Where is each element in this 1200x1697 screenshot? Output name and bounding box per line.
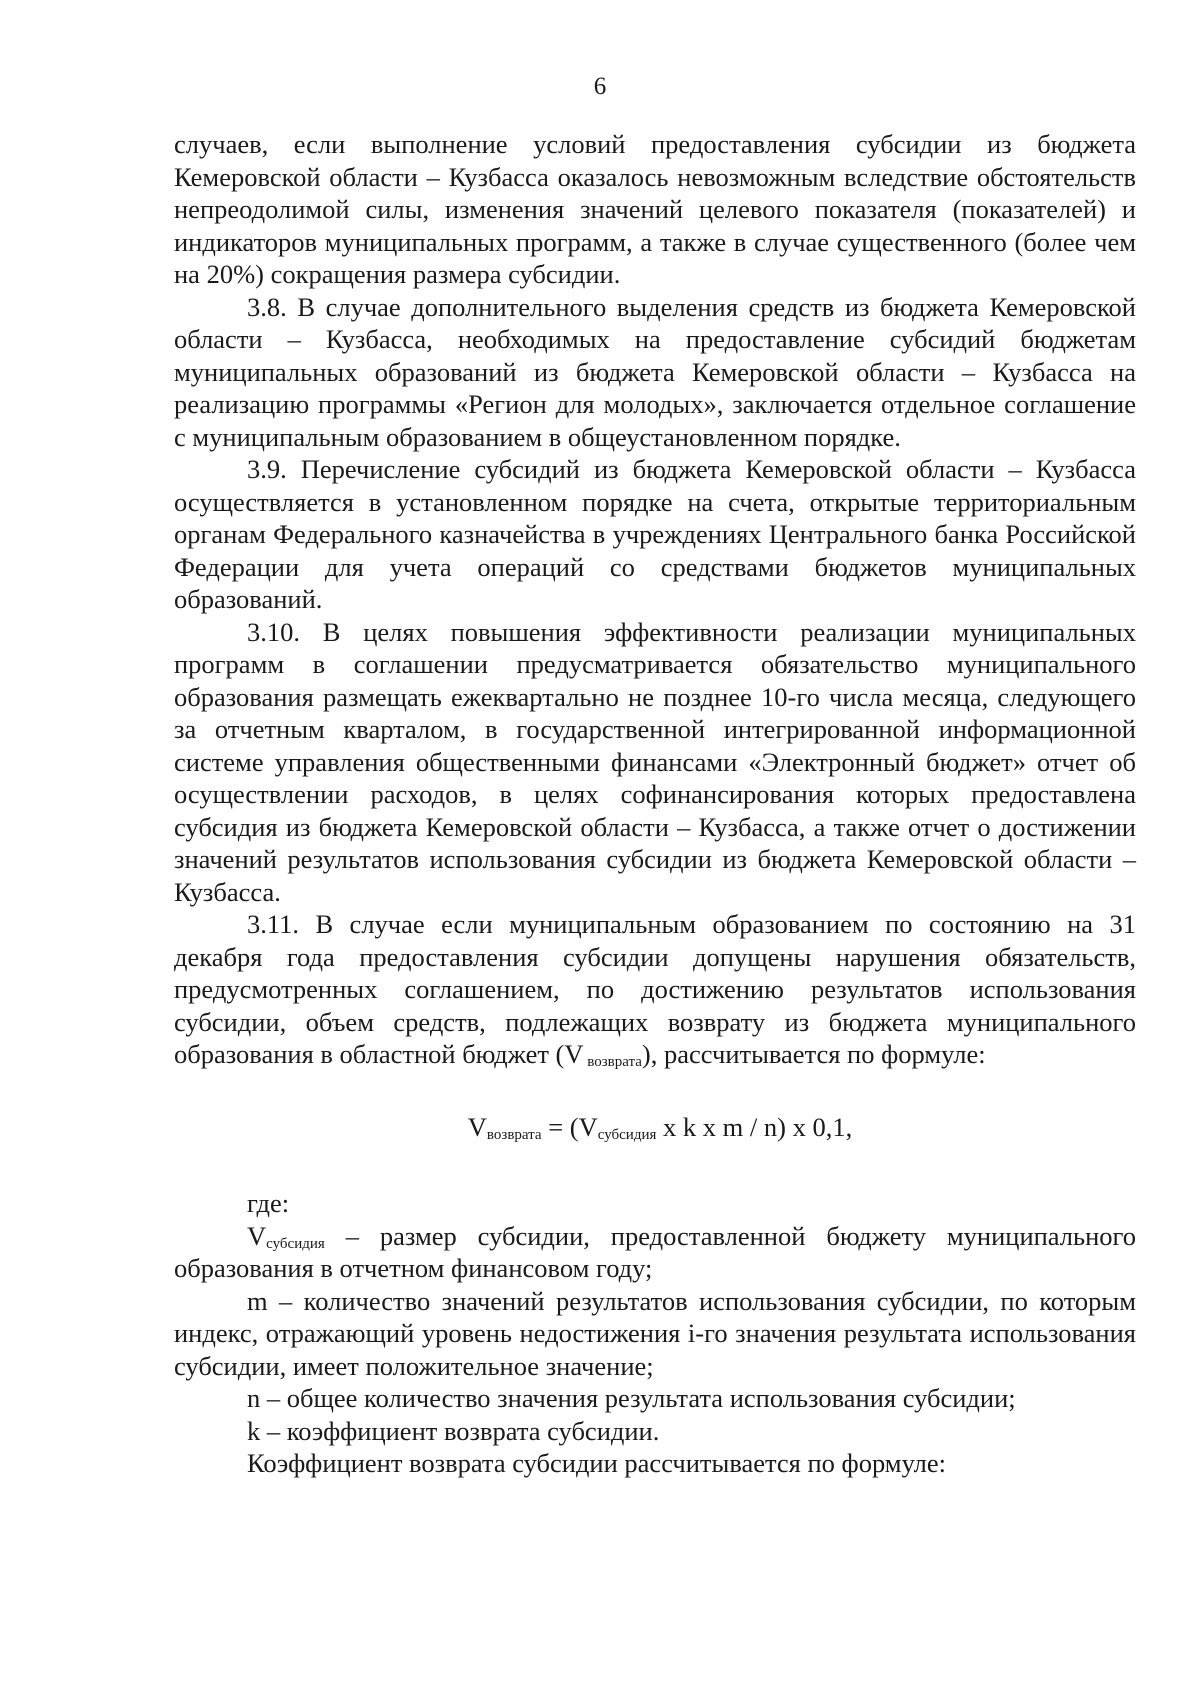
paragraph-3-11-text: 3.11. В случае если муниципальным образованием по состоянию на 31 декабря года предоставления субсидии допущены нарушения обязательств, предусмотренных соглашением, по достижению результатов использования субсидии, объем средств, подлежащих возврату из бюджета муниципального образования в областной бюджет (V bbox=[174, 909, 1136, 1069]
document-body bbox=[174, 128, 1136, 1480]
definition-n: n – общее количество значения результата использования субсидии; bbox=[247, 1383, 1016, 1413]
definition-v: V bbox=[247, 1220, 267, 1251]
definition-sub-subsidiya: субсидия bbox=[266, 1235, 325, 1252]
where-label: где: bbox=[247, 1188, 290, 1218]
coefficient-intro: Коэффициент возврата субсидии рассчитывается по формуле: bbox=[247, 1448, 947, 1478]
page-number: 6 bbox=[593, 73, 607, 100]
formula-v-vozvrata bbox=[174, 1111, 1136, 1144]
formula-sub-vozvrata: возврата bbox=[486, 1126, 542, 1143]
formula-sub-subsidiya: субсидия bbox=[597, 1126, 657, 1143]
formula-mid: = (V bbox=[541, 1111, 598, 1142]
subscript-vozvrata: возврата bbox=[583, 1054, 642, 1070]
formula-v1: V bbox=[467, 1111, 487, 1142]
paragraph-continuation: случаев, если выполнение условий предоставления субсидии из бюджета Кемеровской области – Кузбасса оказалось невозможным вследствие обстоятельств непреодолимой силы, изменения значений целевого показателя (показателей) и индикаторов муниципальных программ, а также в случае существенного (более чем на 20%) сокращения размера субсидии. bbox=[174, 129, 1136, 289]
definition-m: m – количество значений результатов использования субсидии, по которым индекс, отражающий уровень недостижения i-го значения результата использования субсидии, имеет положительное значение; bbox=[174, 1285, 1136, 1381]
paragraph-3-9: 3.9. Перечисление субсидий из бюджета Кемеровской области – Кузбасса осуществляется в установленном порядке на счета, открытые территориальным органам Федерального казначейства в учреждениях Центрального банка Российской Федерации для учета операций со средствами бюджетов муниципальных образований. bbox=[174, 454, 1136, 614]
definition-v-text: – размер субсидии, предоставленной бюджету муниципального образования в отчетном финансовом году; bbox=[174, 1220, 1136, 1283]
paragraph-3-8: 3.8. В случае дополнительного выделения средств из бюджета Кемеровской области – Кузбасса, необходимых на предоставление субсидий бюджетам муниципальных образований из бюджета Кемеровской области – Кузбасса на реализацию программы «Регион для молодых», заключается отдельное соглашение с муниципальным образованием в общеустановленном порядке. bbox=[174, 291, 1136, 452]
paragraph-3-11 bbox=[174, 908, 1136, 1071]
definition-v-subsidiya bbox=[174, 1220, 1136, 1285]
paragraph-3-10: 3.10. В целях повышения эффективности реализации муниципальных программ в соглашении предусматривается обязательство муниципального образования размещать ежеквартально не позднее 10-го числа месяца, следующего за отчетным кварталом, в государственной интегрированной информационной системе управления общественными финансами «Электронный бюджет» отчет об осуществлении расходов, в целях софинансирования которых предоставлена субсидия из бюджета Кемеровской области – Кузбасса, а также отчет о достижении значений результатов использования субсидии из бюджета Кемеровской области – Кузбасса. bbox=[174, 616, 1136, 907]
formula-tail: x k x m / n) x 0,1, bbox=[656, 1111, 853, 1142]
definition-k: k – коэффициент возврата субсидии. bbox=[247, 1415, 660, 1446]
paragraph-3-11-tail: ), рассчитывается по формуле: bbox=[641, 1039, 986, 1069]
